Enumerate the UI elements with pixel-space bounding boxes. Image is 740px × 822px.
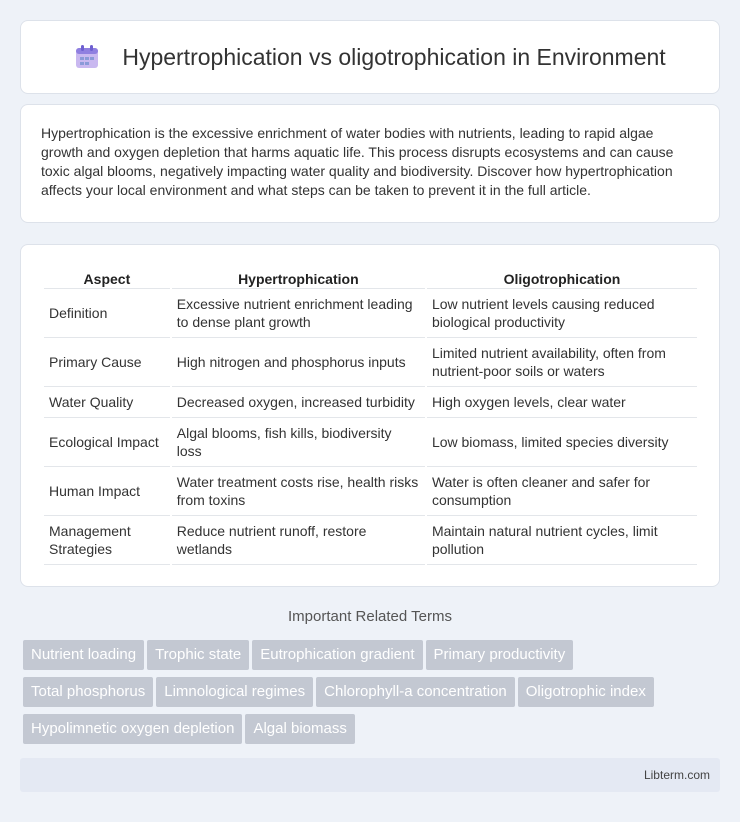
related-terms-list	[23, 640, 723, 751]
table-cell: High nitrogen and phosphorus inputs	[172, 338, 425, 387]
table-cell: Algal blooms, fish kills, biodiversity loss	[172, 418, 425, 467]
term-tag[interactable]: Trophic state	[147, 640, 249, 670]
term-tag[interactable]: Algal biomass	[245, 714, 354, 744]
column-header: Oligotrophication	[427, 267, 697, 289]
table-cell: Limited nutrient availability, often from nutrient-poor soils or waters	[427, 338, 697, 387]
term-tag[interactable]: Hypolimnetic oxygen depletion	[23, 714, 242, 744]
table-cell: Human Impact	[44, 467, 170, 516]
term-tag[interactable]: Eutrophication gradient	[252, 640, 422, 670]
table-cell: Water is often cleaner and safer for consumption	[427, 467, 697, 516]
table-cell: Low nutrient levels causing reduced biological productivity	[427, 289, 697, 338]
term-tag[interactable]: Chlorophyll-a concentration	[316, 677, 515, 707]
table-row	[44, 418, 697, 467]
table-row	[44, 387, 697, 418]
table-cell: Primary Cause	[44, 338, 170, 387]
column-header: Hypertrophication	[172, 267, 425, 289]
table-cell: Ecological Impact	[44, 418, 170, 467]
table-row	[44, 338, 697, 387]
term-tag[interactable]: Nutrient loading	[23, 640, 144, 670]
title-card	[20, 20, 720, 94]
comparison-card	[20, 244, 720, 587]
column-header: Aspect	[44, 267, 170, 289]
footer-link[interactable]: Libterm.com	[643, 768, 710, 782]
calendar-icon	[74, 44, 100, 70]
table-cell: Definition	[44, 289, 170, 338]
intro-text: Hypertrophication is the excessive enrichment of water bodies with nutrients, leading to rapid algae growth and oxygen depletion that harms aquatic life. This process disrupts ecosystems and can cause toxic algal blooms, negatively impacting water quality and biodiversity. Discover how hypertrophication affects your local environment and what steps can be taken to prevent it in the full article.	[41, 125, 674, 198]
page-title: Hypertrophication vs oligotrophication in Environment	[122, 43, 666, 70]
table-cell: Low biomass, limited species diversity	[427, 418, 697, 467]
comparison-table	[42, 267, 699, 565]
table-cell: Water treatment costs rise, health risks from toxins	[172, 467, 425, 516]
table-cell: Management Strategies	[44, 516, 170, 565]
intro-card	[20, 104, 720, 223]
table-cell: Reduce nutrient runoff, restore wetlands	[172, 516, 425, 565]
term-tag[interactable]: Primary productivity	[426, 640, 574, 670]
table-row	[44, 467, 697, 516]
related-terms-title: Important Related Terms	[288, 608, 452, 625]
table-cell: High oxygen levels, clear water	[427, 387, 697, 418]
table-cell: Excessive nutrient enrichment leading to dense plant growth	[172, 289, 425, 338]
table-cell: Water Quality	[44, 387, 170, 418]
table-row	[44, 289, 697, 338]
term-tag[interactable]: Limnological regimes	[156, 677, 313, 707]
table-cell: Decreased oxygen, increased turbidity	[172, 387, 425, 418]
term-tag[interactable]: Oligotrophic index	[518, 677, 654, 707]
table-header-row	[44, 267, 697, 289]
footer	[20, 758, 720, 792]
term-tag[interactable]: Total phosphorus	[23, 677, 153, 707]
table-row	[44, 516, 697, 565]
table-cell: Maintain natural nutrient cycles, limit pollution	[427, 516, 697, 565]
